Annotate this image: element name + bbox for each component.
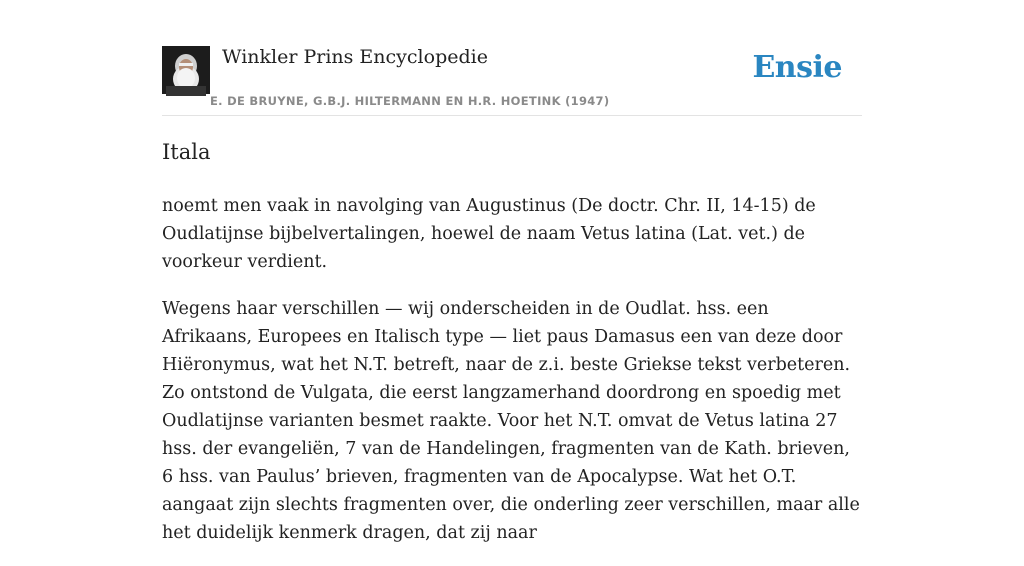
source-title[interactable]: Winkler Prins Encyclopedie	[222, 46, 488, 68]
source-header	[162, 0, 862, 116]
header-divider	[162, 115, 862, 116]
ensie-logo-link[interactable]: Ensie	[752, 50, 842, 85]
portrait-icon	[162, 46, 210, 94]
article-body	[162, 192, 862, 566]
page	[162, 0, 862, 543]
article-title: Itala	[162, 140, 211, 164]
author-avatar[interactable]	[162, 46, 210, 94]
article-paragraph: noemt men vaak in navolging van Augustinus (De doctr. Chr. II, 14-15) de Oudlatijnse bijbelvertalingen, hoewel de naam Vetus latina (Lat. vet.) de voorkeur verdient.	[162, 196, 816, 272]
source-authors: E. DE BRUYNE, G.B.J. HILTERMANN EN H.R. HOETINK (1947)	[210, 94, 610, 108]
article-paragraph: Wegens haar verschillen — wij onderscheiden in de Oudlat. hss. een Afrikaans, Europees en Italisch type — liet paus Damasus een van deze door Hiëronymus, wat het N.T. betreft, naar de z.i. beste Griekse tekst verbeteren. Zo ontstond de Vulgata, die eerst langzamerhand doordrong en spoedig met Oudlatijnse varianten besmet raakte. Voor het N.T. omvat de Vetus latina 27 hss. der evangeliën, 7 van de Handelingen, fragmenten van de Kath. brieven, 6 hss. van Paulus’ brieven, fragmenten van de Apocalypse. Wat het O.T. aangaat zijn slechts fragmenten over, die onderling zeer verschillen, maar alle het duidelijk kenmerk dragen, dat zij naar	[162, 299, 860, 543]
